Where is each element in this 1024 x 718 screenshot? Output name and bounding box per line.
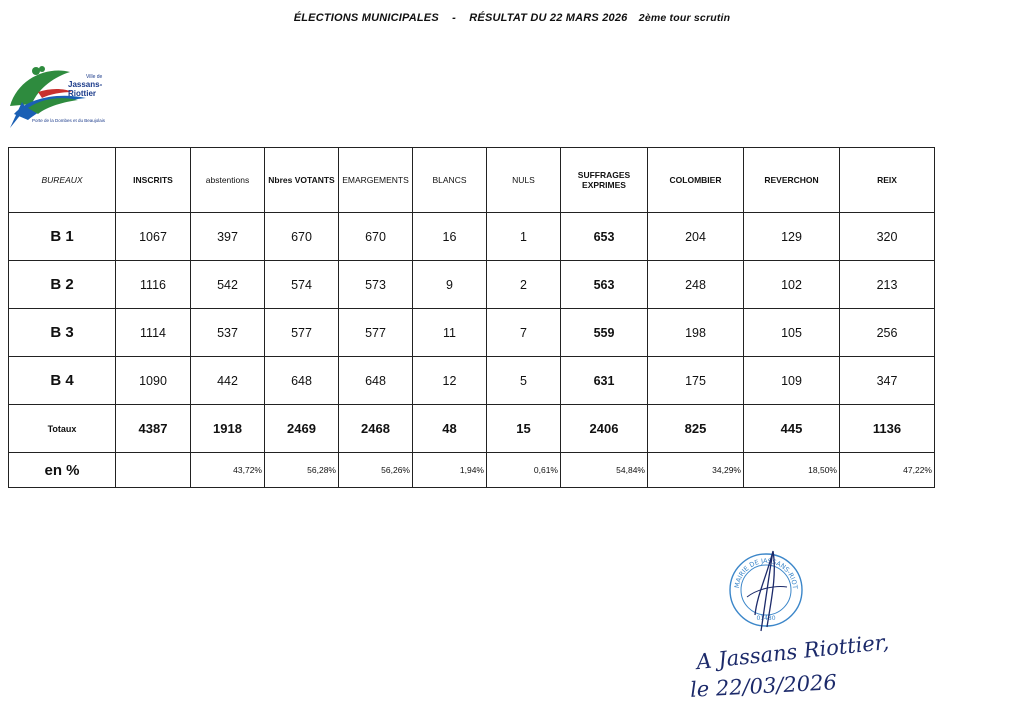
- cell-nuls: 1: [487, 213, 561, 261]
- col-header-nuls: NULS: [487, 148, 561, 213]
- cell-pct-inscrits: [116, 453, 191, 488]
- logo-ville-de: Ville de: [86, 74, 103, 80]
- cell-bureau: B 4: [9, 357, 116, 405]
- cell-pct-votants: 56,28%: [265, 453, 339, 488]
- cell-pct-exprimes: 54,84%: [561, 453, 648, 488]
- cell-colombier: 204: [648, 213, 744, 261]
- cell-nuls: 5: [487, 357, 561, 405]
- document-title: [0, 12, 1024, 24]
- col-header-colombier: COLOMBIER: [648, 148, 744, 213]
- cell-colombier: 248: [648, 261, 744, 309]
- cell-bureau: B 2: [9, 261, 116, 309]
- cell-blancs: 11: [413, 309, 487, 357]
- cell-reverchon: 129: [744, 213, 840, 261]
- cell-exprimes: 631: [561, 357, 648, 405]
- cell-nuls: 2: [487, 261, 561, 309]
- stamp-graphic: [727, 545, 805, 635]
- cell-abstentions: 537: [191, 309, 265, 357]
- cell-colombier: 198: [648, 309, 744, 357]
- title-separator: -: [452, 12, 457, 24]
- cell-colombier: 175: [648, 357, 744, 405]
- title-elections: ÉLECTIONS MUNICIPALES: [293, 12, 439, 24]
- cell-votants: 577: [265, 309, 339, 357]
- cell-total-exprimes: 2406: [561, 405, 648, 453]
- cell-total-emargements: 2468: [339, 405, 413, 453]
- cell-percent-label: en %: [9, 453, 116, 488]
- results-table: [8, 147, 935, 488]
- cell-emargements: 573: [339, 261, 413, 309]
- logo-subtitle: Porte de la Dombes et du Beaujolais: [32, 118, 106, 123]
- logo-city-name: Jassans-Riottier: [68, 80, 103, 98]
- totals-row: [9, 405, 935, 453]
- cell-inscrits: 1116: [116, 261, 191, 309]
- cell-exprimes: 563: [561, 261, 648, 309]
- cell-pct-colombier: 34,29%: [648, 453, 744, 488]
- cell-reverchon: 109: [744, 357, 840, 405]
- cell-votants: 648: [265, 357, 339, 405]
- cell-blancs: 12: [413, 357, 487, 405]
- cell-total-nuls: 15: [487, 405, 561, 453]
- cell-reix: 213: [840, 261, 935, 309]
- cell-abstentions: 397: [191, 213, 265, 261]
- cell-pct-emargements: 56,26%: [339, 453, 413, 488]
- cell-pct-abstentions: 43,72%: [191, 453, 265, 488]
- col-header-abstentions: abstentions: [191, 148, 265, 213]
- cell-votants: 670: [265, 213, 339, 261]
- cell-blancs: 9: [413, 261, 487, 309]
- cell-total-blancs: 48: [413, 405, 487, 453]
- cell-pct-nuls: 0,61%: [487, 453, 561, 488]
- cell-pct-blancs: 1,94%: [413, 453, 487, 488]
- table-row: [9, 213, 935, 261]
- table-row: [9, 261, 935, 309]
- cell-exprimes: 653: [561, 213, 648, 261]
- cell-exprimes: 559: [561, 309, 648, 357]
- cell-total-reverchon: 445: [744, 405, 840, 453]
- col-header-inscrits: INSCRITS: [116, 148, 191, 213]
- cell-abstentions: 442: [191, 357, 265, 405]
- cell-total-abstentions: 1918: [191, 405, 265, 453]
- cell-emargements: 577: [339, 309, 413, 357]
- cell-abstentions: 542: [191, 261, 265, 309]
- col-header-emargements: EMARGEMENTS: [339, 148, 413, 213]
- cell-nuls: 7: [487, 309, 561, 357]
- cell-reix: 320: [840, 213, 935, 261]
- col-header-exprimes: SUFFRAGES EXPRIMES: [561, 148, 648, 213]
- col-header-reix: REIX: [840, 148, 935, 213]
- table-row: [9, 357, 935, 405]
- table-row: [9, 309, 935, 357]
- stamp-text: MAIRIE DE JASSANS-RIOT: [732, 556, 800, 590]
- cell-pct-reverchon: 18,50%: [744, 453, 840, 488]
- col-header-bureaux: BUREAUX: [9, 148, 116, 213]
- cell-bureau: B 1: [9, 213, 116, 261]
- cell-reix: 256: [840, 309, 935, 357]
- cell-emargements: 670: [339, 213, 413, 261]
- stamp-code: 01480: [756, 615, 776, 622]
- signature-date: le 22/03/2026: [689, 670, 838, 702]
- cell-votants: 574: [265, 261, 339, 309]
- city-logo: [8, 58, 118, 130]
- col-header-blancs: BLANCS: [413, 148, 487, 213]
- cell-blancs: 16: [413, 213, 487, 261]
- mairie-stamp: [727, 545, 805, 635]
- cell-total-votants: 2469: [265, 405, 339, 453]
- cell-total-reix: 1136: [840, 405, 935, 453]
- cell-total-colombier: 825: [648, 405, 744, 453]
- percent-row: [9, 453, 935, 488]
- table-header-row: [9, 148, 935, 213]
- cell-reix: 347: [840, 357, 935, 405]
- signature-place: A Jassans Riottier,: [695, 629, 891, 675]
- cell-inscrits: 1090: [116, 357, 191, 405]
- cell-total-inscrits: 4387: [116, 405, 191, 453]
- cell-inscrits: 1114: [116, 309, 191, 357]
- cell-totals-label: Totaux: [9, 405, 116, 453]
- title-result-date: RÉSULTAT DU 22 MARS 2026: [469, 12, 628, 24]
- cell-inscrits: 1067: [116, 213, 191, 261]
- title-round: 2ème tour scrutin: [638, 12, 731, 24]
- cell-reverchon: 105: [744, 309, 840, 357]
- cell-emargements: 648: [339, 357, 413, 405]
- cell-pct-reix: 47,22%: [840, 453, 935, 488]
- handwritten-signature: [688, 629, 891, 708]
- cell-bureau: B 3: [9, 309, 116, 357]
- cell-reverchon: 102: [744, 261, 840, 309]
- col-header-reverchon: REVERCHON: [744, 148, 840, 213]
- col-header-votants: Nbres VOTANTS: [265, 148, 339, 213]
